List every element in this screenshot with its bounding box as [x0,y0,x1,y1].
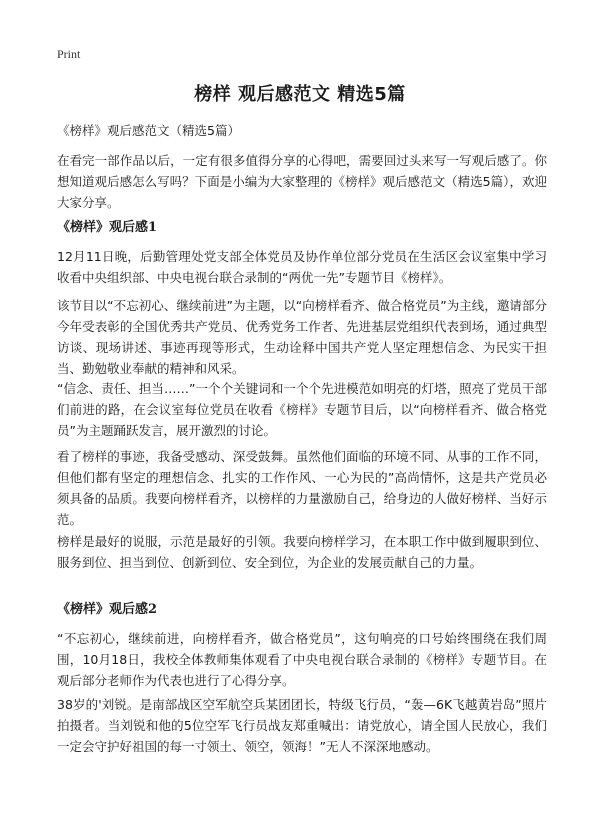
section-1-paragraph-1: 12月11日晚，后勤管理处党支部全体党员及协作单位部分党员在生活区会议室集中学习收看中央组织部、中央电视台联合录制的“两优一先”专题节目《榜样》。 [57,249,547,285]
intro-paragraph: 在看完一部作品以后，一定有很多值得分享的心得吧，需要回过头来写一写观后感了。你想知道观后感怎么写吗？下面是小编为大家整理的《榜样》观后感范文（精选5篇），欢迎大家分享。 [57,153,547,210]
print-link[interactable]: Print [57,47,81,61]
subtitle: 《榜样》观后感范文（精选5篇） [57,123,240,138]
section-1-paragraph-3: “信念、责任、担当……”一个个关键词和一个个先进模范如明亮的灯塔，照亮了党员干部们前进的路，在会议室每位党员在收看《榜样》专题节目后，以“向榜样看齐、做合格党员”为主题踊跃发言，展开激烈的讨论。 [57,381,547,438]
section-heading-2: 《榜样》观后感2 [57,602,158,617]
section-2-paragraph-2: 38岁的'刘锐。是南部战区空军航空兵某团团长，特级飞行员，“轰—6K飞越黄岩岛”照片拍摄者。当刘锐和他的5位空军飞行员战友郑重喊出：请党放心，请全国人民放心，我们一定会守护好祖国的每一寸领土、领空，领海！”无人不深深地感动。 [57,697,547,754]
page-title: 榜样 观后感范文 精选5篇 [194,84,406,105]
section-2-paragraph-1: “不忘初心，继续前进，向榜样看齐，做合格党员”，这句响亮的口号始终围绕在我们周围，10月18日，我校全体教师集体观看了中央电视台联合录制的《榜样》专题节目。在观后部分老师作为代表也进行了心得分享。 [57,631,547,688]
section-1-paragraph-2: 该节目以“不忘初心、继续前进”为主题，以“向榜样看齐、做合格党员”为主线，邀请部分今年受表彰的全国优秀共产党员、优秀党务工作者、先进基层党组织代表到场，通过典型访谈、现场讲述、事迹再现等形式，生动诠释中国共产党人坚定理想信念、为民实干担当、勤勉敬业奉献的精神和风采。 [57,298,547,376]
section-heading-1: 《榜样》观后感1 [57,220,158,235]
section-1-paragraph-4: 看了榜样的事迹，我备受感动、深受鼓舞。虽然他们面临的环境不同、从事的工作不同，但他们都有坚定的理想信念、扎实的工作作风、一心为民的”高尚情怀，这是共产党员必须具备的品质。我要向榜样看齐，以榜样的力量激励自己，给身边的人做好榜样、当好示范。 [57,449,547,527]
section-1-paragraph-5: 榜样是最好的说服，示范是最好的引领。我要向榜样学习，在本职工作中做到履职到位、服务到位、担当到位、创新到位、安全到位，为企业的发展贡献自己的力量。 [57,534,547,570]
